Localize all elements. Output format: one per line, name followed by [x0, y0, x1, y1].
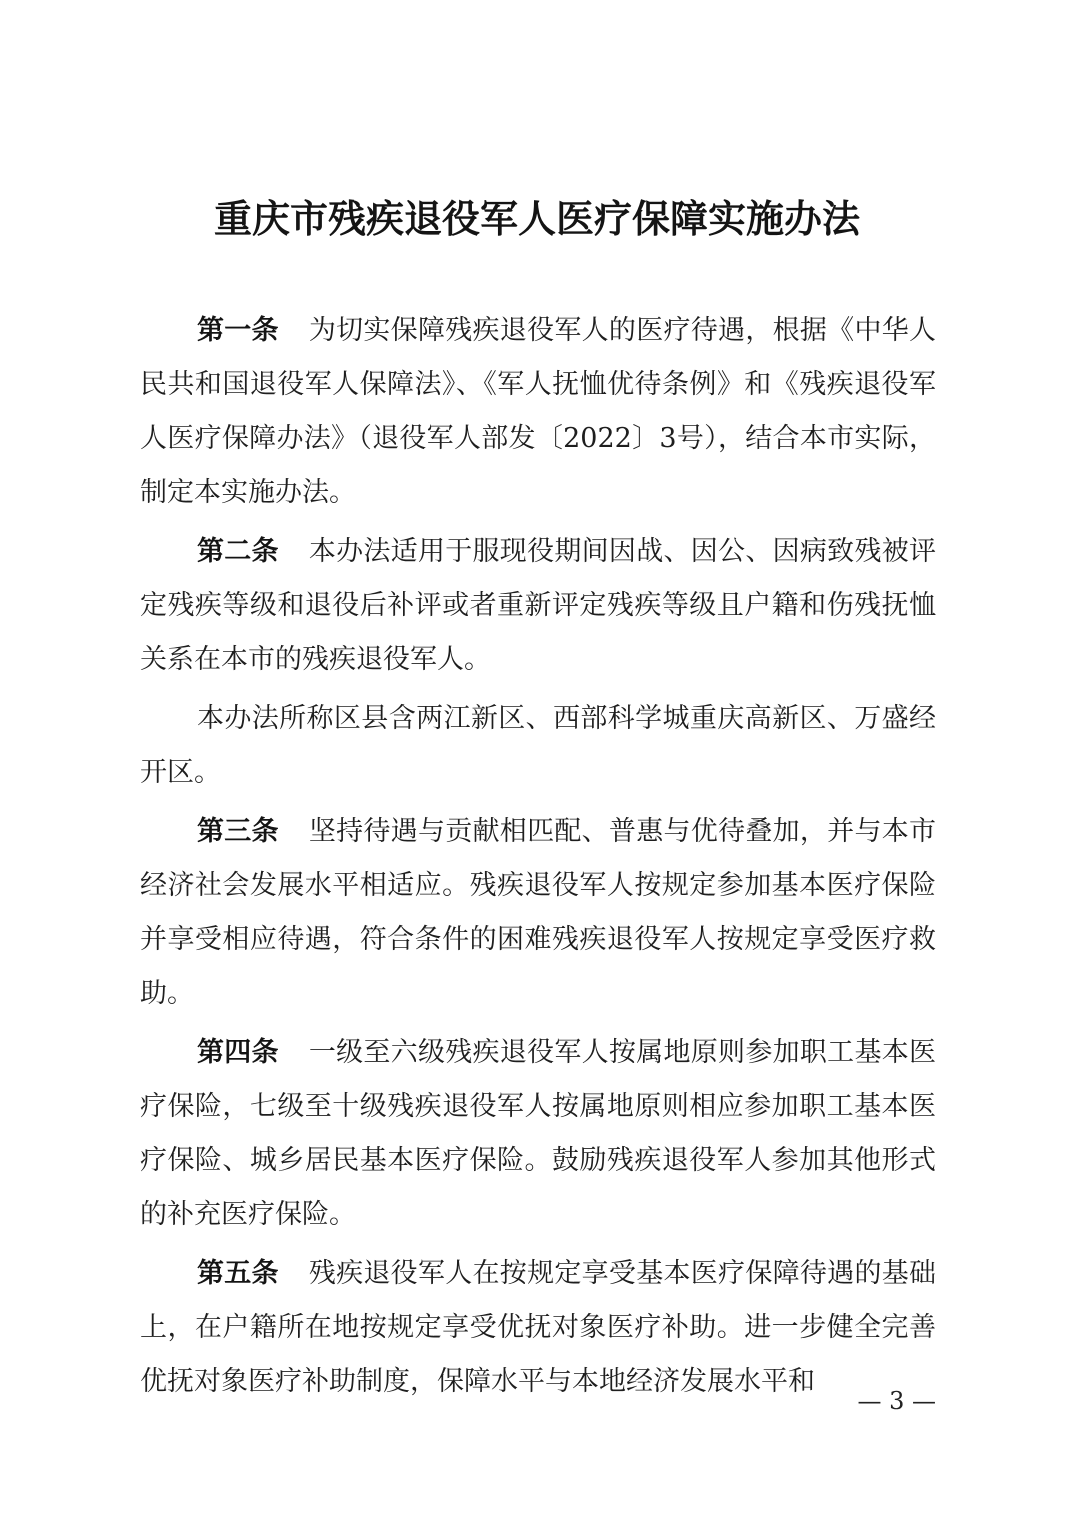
article-text: 一级至六级残疾退役军人按属地原则参加职工基本医疗保险，七级至十级残疾退役军人按属地原则相应参加职工基本医疗保险、城乡居民基本医疗保险。鼓励残疾退役军人参加其他形式的补充医疗保险。 [140, 1037, 937, 1230]
article-3-paragraph [140, 805, 936, 1021]
article-1-paragraph [140, 304, 936, 520]
document-title: 重庆市残疾退役军人医疗保障实施办法 [213, 197, 860, 241]
article-2-paragraph [140, 525, 936, 687]
article-number: 第一条 [197, 315, 279, 346]
page-number: — 3 — [857, 1387, 936, 1415]
document-body [140, 304, 936, 1409]
article-number: 第五条 [197, 1258, 279, 1289]
article-text: 本办法适用于服现役期间因战、因公、因病致残被评定残疾等级和退役后补评或者重新评定残疾等级且户籍和伤残抚恤关系在本市的残疾退役军人。 [140, 536, 937, 675]
article-4-paragraph [140, 1026, 936, 1242]
article-text: 残疾退役军人在按规定享受基本医疗保障待遇的基础上，在户籍所在地按规定享受优抚对象医疗补助。进一步健全完善优抚对象医疗补助制度，保障水平与本地经济发展水平和 [140, 1258, 937, 1397]
article-text: 为切实保障残疾退役军人的医疗待遇，根据《中华人民共和国退役军人保障法》、《军人抚恤优待条例》和《残疾退役军人医疗保障办法》（退役军人部发〔2022〕3号），结合本市实际，制定本实施办法。 [140, 315, 937, 508]
article-text: 本办法所称区县含两江新区、西部科学城重庆高新区、万盛经开区。 [140, 703, 936, 788]
article-5-paragraph [140, 1247, 936, 1409]
article-text: 坚持待遇与贡献相匹配、普惠与优待叠加，并与本市经济社会发展水平相适应。残疾退役军人按规定参加基本医疗保险并享受相应待遇，符合条件的困难残疾退役军人按规定享受医疗救助。 [140, 816, 937, 1009]
article-2-supplement-paragraph [140, 692, 936, 800]
article-number: 第三条 [197, 816, 279, 847]
article-number: 第二条 [197, 536, 279, 567]
article-number: 第四条 [197, 1037, 279, 1068]
